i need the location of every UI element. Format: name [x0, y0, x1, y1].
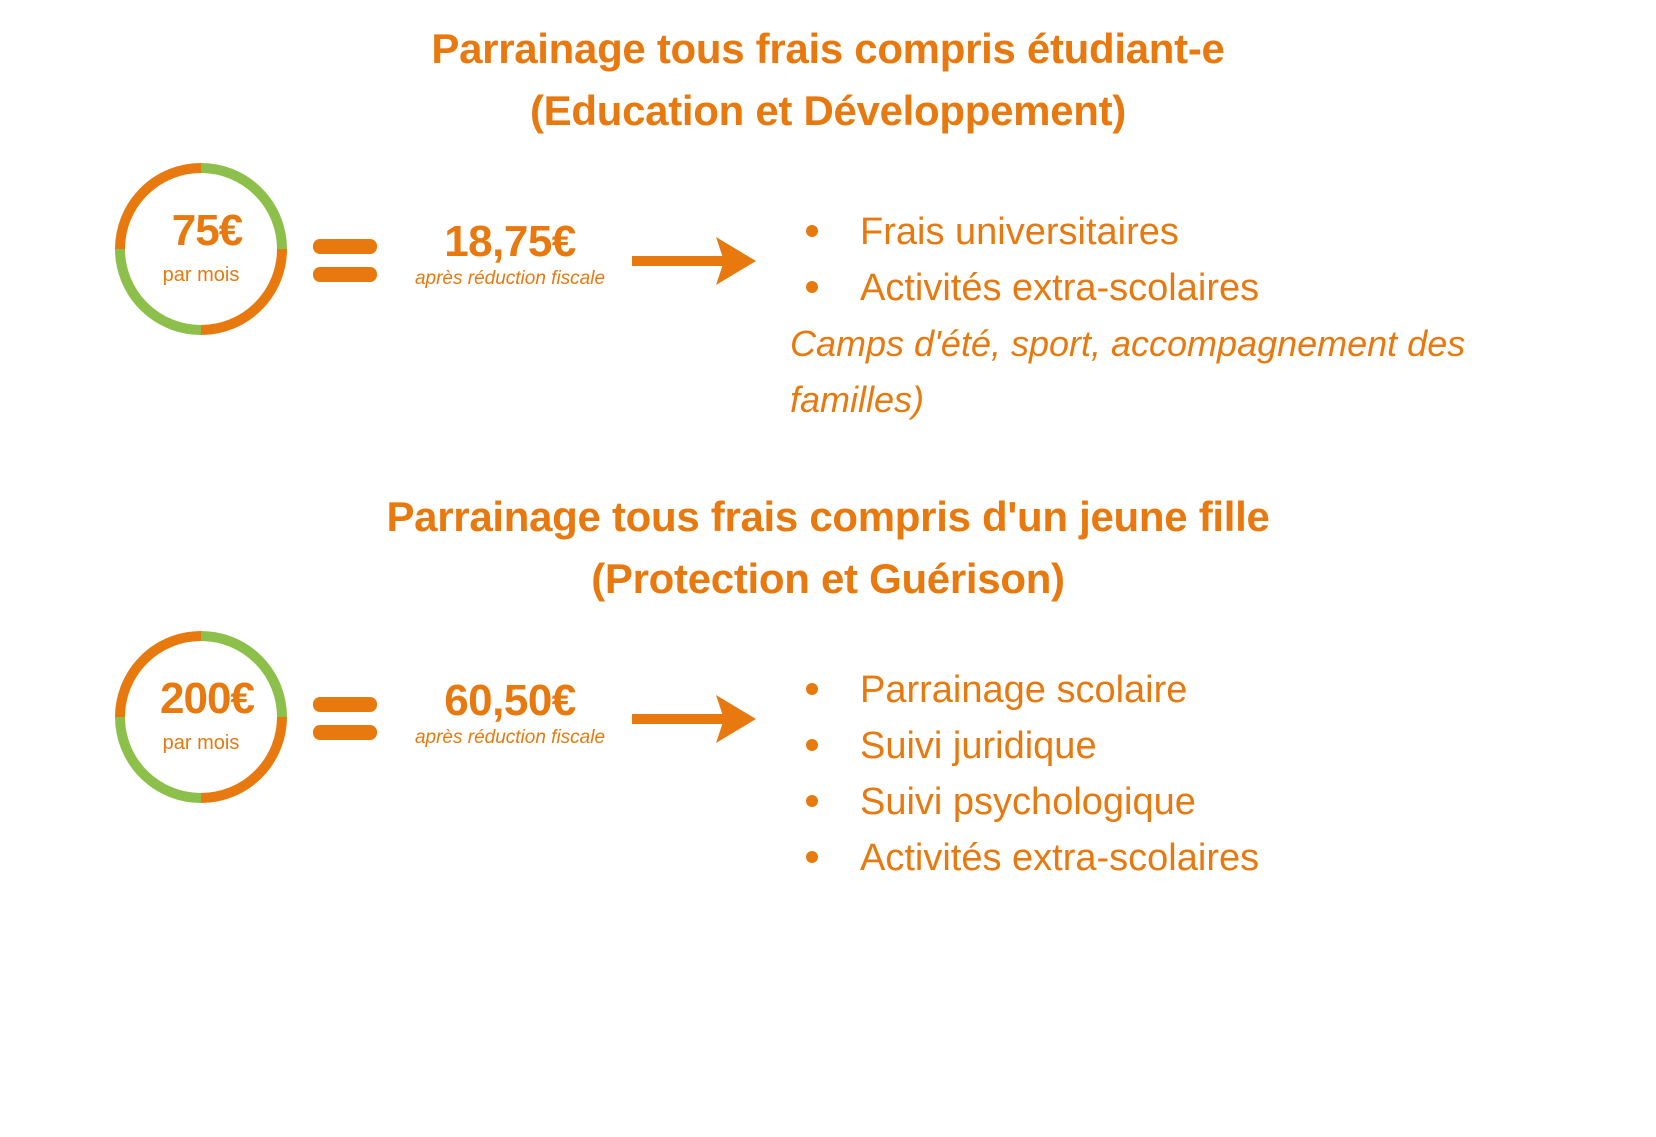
- bullet-icon: [806, 739, 818, 751]
- list-item: Suivi psychologique: [790, 774, 1259, 830]
- list-item: Parrainage scolaire: [790, 662, 1259, 718]
- bullet-icon: [806, 683, 818, 695]
- net-note: après réduction fiscale: [414, 727, 606, 748]
- section-1-benefits-list: [790, 204, 1259, 316]
- section-2-price-ring: [112, 628, 290, 806]
- net-cost: [380, 676, 640, 750]
- section-2-title-line2: (Protection et Guérison): [591, 555, 1065, 602]
- section-1-title: [0, 18, 1656, 142]
- net-note: après réduction fiscale: [414, 268, 606, 289]
- period-label: par mois: [162, 264, 240, 286]
- net-amount: 18,75€: [444, 217, 576, 266]
- section-2-title: [0, 486, 1656, 610]
- arrow-icon: [632, 693, 756, 745]
- section-1-title-line1: Parrainage tous frais compris étudiant-e: [431, 25, 1225, 72]
- monthly-amount: 200€: [160, 674, 254, 723]
- list-item: Activités extra-scolaires: [790, 830, 1259, 886]
- section-2-benefits-list: [790, 662, 1259, 886]
- section-1-price-ring: [112, 160, 290, 338]
- bullet-icon: [806, 225, 818, 237]
- section-1-extra-note: Camps d'été, sport, accompagnement des familles): [790, 323, 1466, 420]
- monthly-amount: 75€: [171, 206, 243, 255]
- net-amount: 60,50€: [444, 676, 576, 725]
- bullet-icon: [806, 851, 818, 863]
- arrow-icon: [632, 235, 756, 287]
- net-cost: [380, 217, 640, 291]
- equals-sign: [313, 697, 377, 741]
- bullet-icon: [806, 795, 818, 807]
- bullet-icon: [806, 281, 818, 293]
- list-item: Frais universitaires: [790, 204, 1259, 260]
- period-label: par mois: [162, 732, 240, 754]
- equals-sign: [313, 239, 377, 283]
- section-2-title-line1: Parrainage tous frais compris d'un jeune fille: [386, 493, 1270, 540]
- list-item: Suivi juridique: [790, 718, 1259, 774]
- list-item: Activités extra-scolaires: [790, 260, 1259, 316]
- section-1-title-line2: (Education et Développement): [529, 87, 1126, 134]
